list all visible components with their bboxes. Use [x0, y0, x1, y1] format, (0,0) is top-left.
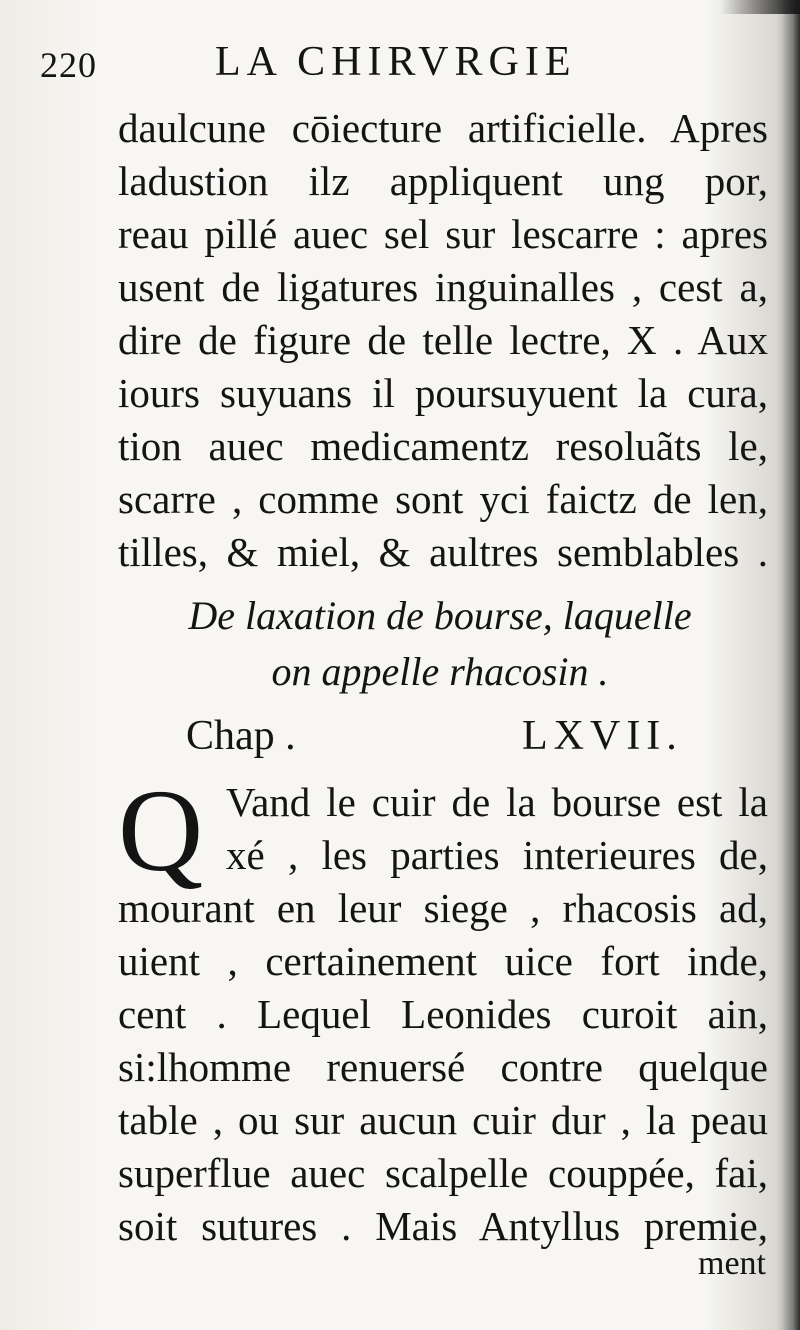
text-line: usent de ligatures inguinalles , cest a, [118, 264, 768, 310]
text-line: mourant en leur siege , rhacosis ad, [118, 885, 768, 931]
subheading-line: on appelle rhacosin . [271, 649, 609, 694]
catchword: ment [698, 1245, 766, 1282]
text-line: uient , certainement uice fort inde, [118, 938, 768, 984]
chapter-number: LXVII. [522, 713, 683, 759]
subheading-line: De laxation de bourse, laquelle [188, 593, 692, 638]
text-line: reau pillé auec sel sur lescarre : apres [118, 211, 768, 257]
chapter-subheading [120, 588, 760, 700]
drop-capital: Q [118, 765, 204, 896]
text-line: tion auec medicamentz resoluãts le, [118, 423, 768, 469]
text-line: xé , les parties interieures de, [226, 832, 768, 878]
text-line: Vand le cuir de la bourse est la [226, 779, 768, 825]
text-line: soit sutures . Mais Antyllus premie, [118, 1203, 768, 1249]
text-line: table , ou sur aucun cuir dur , la peau [118, 1097, 768, 1143]
page-number: 220 [40, 45, 97, 85]
text-line: dire de figure de telle lectre, X . Aux [118, 317, 768, 363]
text-line: cent . Lequel Leonides curoit ain, [118, 991, 768, 1037]
text-line: scarre , comme sont yci faictz de len, [118, 476, 768, 522]
text-line: daulcune cōiecture artificielle. Apres [118, 105, 768, 151]
chapter-label: Chap . [186, 713, 296, 759]
text-line: si:lhomme renuersé contre quelque [118, 1044, 768, 1090]
paragraph-continued [118, 102, 768, 579]
page-header [40, 38, 760, 98]
text-line: tilles, & miel, & aultres semblables . [118, 529, 768, 575]
text-line: ladustion ilz appliquent ung por, [118, 158, 768, 204]
text-line: superflue auec scalpelle couppée, fai, [118, 1150, 768, 1196]
chapter-body [118, 765, 768, 1253]
text-line: iours suyuans il poursuyuent la cura, [118, 370, 768, 416]
page-edge-shadow [782, 0, 800, 1330]
binding-shadow [720, 0, 800, 14]
running-title: LA CHIRVRGIE [215, 39, 577, 85]
